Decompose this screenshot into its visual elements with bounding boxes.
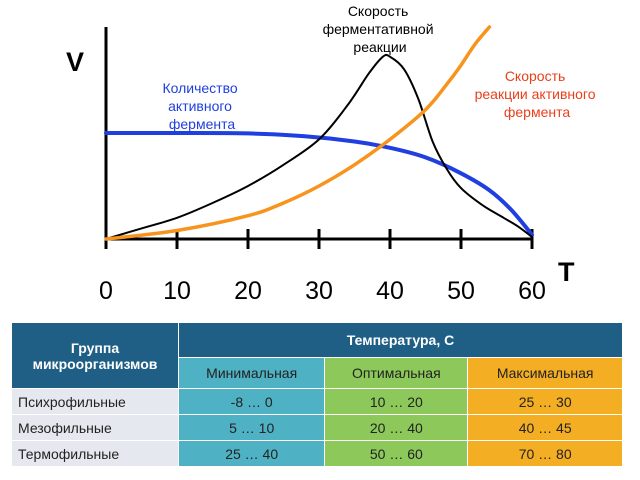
x-tick-label: 10: [163, 277, 191, 305]
row-min-temp: -8 … 0: [179, 389, 325, 415]
row-max-temp: 25 … 30: [468, 389, 623, 415]
table-row: [12, 415, 623, 441]
subheader-optimum: Оптимальная: [325, 358, 468, 389]
table-row: [12, 389, 623, 415]
row-group-name: Психрофильные: [12, 389, 179, 415]
x-tick-label: 30: [305, 277, 333, 305]
table-row: [12, 441, 623, 467]
temperature-column-header: Температура, С: [179, 323, 623, 358]
row-opt-temp: 10 … 20: [325, 389, 468, 415]
x-tick-labels: [99, 277, 546, 305]
x-tick-label: 40: [376, 277, 404, 305]
series-label-enzyme-amount: Количество активного фермента: [162, 80, 238, 132]
chart-curves: [106, 27, 532, 239]
row-group-name: Термофильные: [12, 441, 179, 467]
series-label-enzymatic-rate: Скорость ферментативной реакции: [322, 3, 434, 55]
x-axis-label: T: [558, 257, 575, 287]
group-column-header: Группа микроорганизмов: [12, 323, 179, 389]
row-max-temp: 40 … 45: [468, 415, 623, 441]
subheader-maximum: Максимальная: [468, 358, 623, 389]
microorganism-temperature-table: [11, 322, 623, 467]
row-group-name: Мезофильные: [12, 415, 179, 441]
y-axis-label: V: [66, 47, 85, 77]
subheader-minimum: Минимальная: [179, 358, 325, 389]
row-opt-temp: 20 … 40: [325, 415, 468, 441]
x-tick-label: 60: [518, 277, 546, 305]
row-min-temp: 5 … 10: [179, 415, 325, 441]
row-max-temp: 70 … 80: [468, 441, 623, 467]
row-opt-temp: 50 … 60: [325, 441, 468, 467]
series-label-active-enzyme-rate: Скорость реакции активного фермента: [474, 68, 596, 120]
x-tick-label: 20: [234, 277, 262, 305]
row-min-temp: 25 … 40: [179, 441, 325, 467]
x-tick-label: 50: [447, 277, 475, 305]
x-tick-label: 0: [99, 277, 113, 305]
